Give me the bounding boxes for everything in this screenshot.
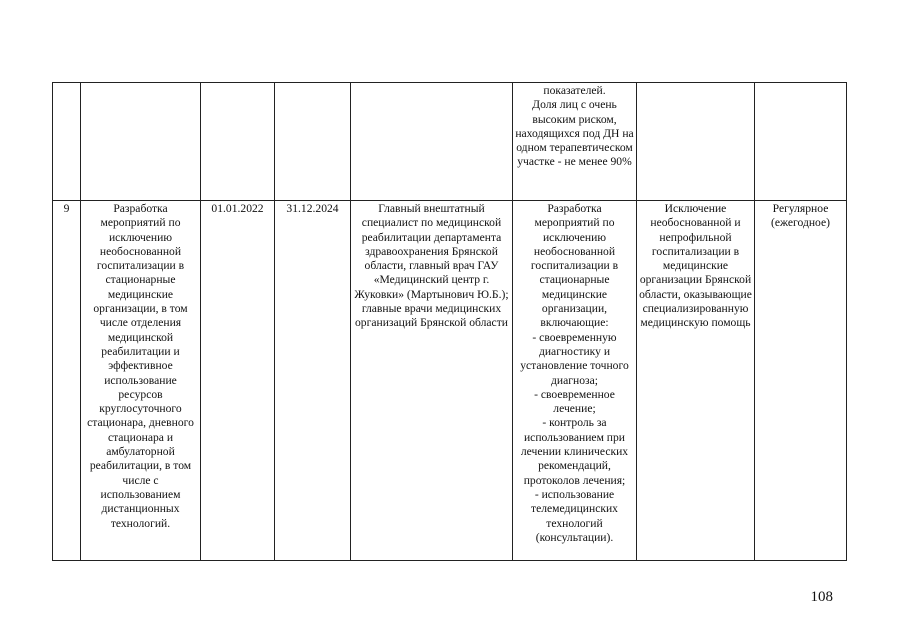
table-row-9 [53,201,847,561]
plan-table [52,82,847,561]
cell-start-date: 01.01.2022 [201,201,275,561]
cell-event: Разработка мероприятий по исключению необоснованной госпитализации в стационарные медицинские организации, в том числе отделения медицинской реабилитации и эффективное использование ресурсов круглосуточного стационара, дневного стационара и амбулаторной реабилитации, в том числе с использованием дистанционных технологий. [81,201,201,561]
cell-indicator: показателей. Доля лиц с очень высоким риском, находящихся под ДН на одном терапевтическом участке - не менее 90% [513,83,637,201]
cell-result: Исключение необоснованной и непрофильной госпитализации в медицинские организации Брянской области, оказывающие специализированную медицинскую помощь [637,201,755,561]
page-number: 108 [810,589,833,605]
cell-start-date [201,83,275,201]
cell-periodicity [755,83,847,201]
cell-indicator: Разработка мероприятий по исключению необоснованной госпитализации в стационарные медицинские организации, включающие: - своевременную диагностику и установление точного диагноза; - своевременное лечение; - контроль за использованием при лечении клинических рекомендаций, протоколов лечения; - использование телемедицинских технологий (консультации). [513,201,637,561]
cell-number: 9 [53,201,81,561]
cell-periodicity: Регулярное (ежегодное) [755,201,847,561]
cell-number [53,83,81,201]
cell-responsible: Главный внештатный специалист по медицинской реабилитации департамента здравоохранения Брянской области, главный врач ГАУ «Медицинский центр г. Жуковки» (Мартынович Ю.Б.); главные врачи медицинских организаций Брянской области [351,201,513,561]
cell-result [637,83,755,201]
table-row-continuation [53,83,847,201]
cell-responsible [351,83,513,201]
cell-event [81,83,201,201]
cell-end-date: 31.12.2024 [275,201,351,561]
cell-end-date [275,83,351,201]
